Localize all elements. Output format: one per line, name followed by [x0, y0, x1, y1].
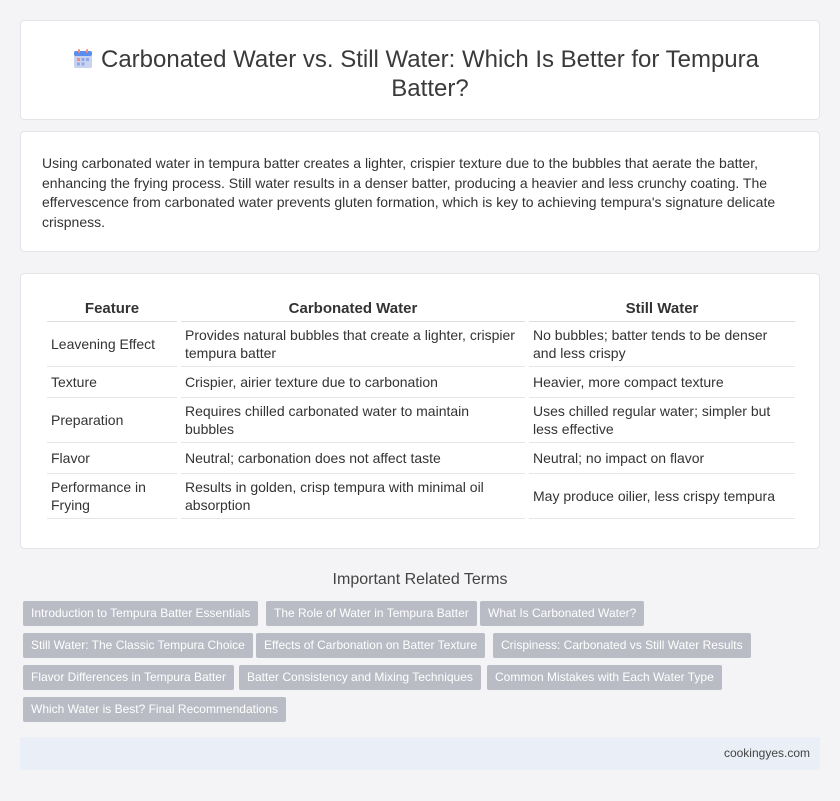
table-cell: Neutral; no impact on flavor	[529, 443, 795, 474]
table-cell: Flavor	[47, 443, 177, 474]
table-cell: Heavier, more compact texture	[529, 367, 795, 398]
table-cell: Neutral; carbonation does not affect taste	[181, 443, 525, 474]
related-terms-list	[23, 601, 803, 729]
related-term-tag[interactable]: Effects of Carbonation on Batter Texture	[256, 633, 485, 658]
table-row	[47, 443, 795, 474]
intro-card	[20, 131, 820, 252]
table-cell: Preparation	[47, 398, 177, 443]
site-name[interactable]: cookingyes.com	[723, 746, 810, 760]
related-terms-title: Important Related Terms	[332, 571, 508, 588]
table-cell: Results in golden, crisp tempura with minimal oil absorption	[181, 474, 525, 519]
table-row	[47, 367, 795, 398]
related-term-tag[interactable]: The Role of Water in Tempura Batter	[266, 601, 477, 626]
related-term-tag[interactable]: Batter Consistency and Mixing Techniques	[239, 665, 481, 690]
footer	[20, 737, 820, 770]
table-cell: Crispier, airier texture due to carbonation	[181, 367, 525, 398]
table-cell: Leavening Effect	[47, 322, 177, 367]
table-row	[47, 398, 795, 443]
comparison-table	[43, 296, 799, 519]
page-title: Carbonated Water vs. Still Water: Which Is Better for Tempura Batter?	[100, 46, 759, 102]
related-term-tag[interactable]: What Is Carbonated Water?	[480, 601, 644, 626]
table-cell: Texture	[47, 367, 177, 398]
related-term-tag[interactable]: Which Water is Best? Final Recommendations	[23, 697, 286, 722]
comparison-card	[20, 273, 820, 549]
table-cell: May produce oilier, less crispy tempura	[529, 474, 795, 519]
related-term-tag[interactable]: Flavor Differences in Tempura Batter	[23, 665, 234, 690]
column-header-carbonated: Carbonated Water	[181, 296, 525, 322]
table-cell: No bubbles; batter tends to be denser and less crispy	[529, 322, 795, 367]
related-term-tag[interactable]: Common Mistakes with Each Water Type	[487, 665, 722, 690]
related-term-tag[interactable]: Crispiness: Carbonated vs Still Water Results	[493, 633, 751, 658]
table-cell: Requires chilled carbonated water to maintain bubbles	[181, 398, 525, 443]
intro-paragraph: Using carbonated water in tempura batter creates a lighter, crispier texture due to the bubbles that aerate the batter, enhancing the frying process. Still water results in a denser batter, producing a heavier and less crunchy coating. The effervescence from carbonated water prevents gluten formation, which is key to achieving tempura's signature delicate crispness.	[42, 155, 776, 230]
table-header-row	[47, 296, 795, 322]
table-row	[47, 474, 795, 519]
table-row	[47, 322, 795, 367]
table-cell: Uses chilled regular water; simpler but less effective	[529, 398, 795, 443]
column-header-feature: Feature	[47, 296, 177, 322]
column-header-still: Still Water	[529, 296, 795, 322]
related-term-tag[interactable]: Still Water: The Classic Tempura Choice	[23, 633, 253, 658]
table-cell: Provides natural bubbles that create a lighter, crispier tempura batter	[181, 322, 525, 367]
related-term-tag[interactable]: Introduction to Tempura Batter Essentials	[23, 601, 258, 626]
title-card	[20, 20, 820, 120]
table-cell: Performance in Frying	[47, 474, 177, 519]
